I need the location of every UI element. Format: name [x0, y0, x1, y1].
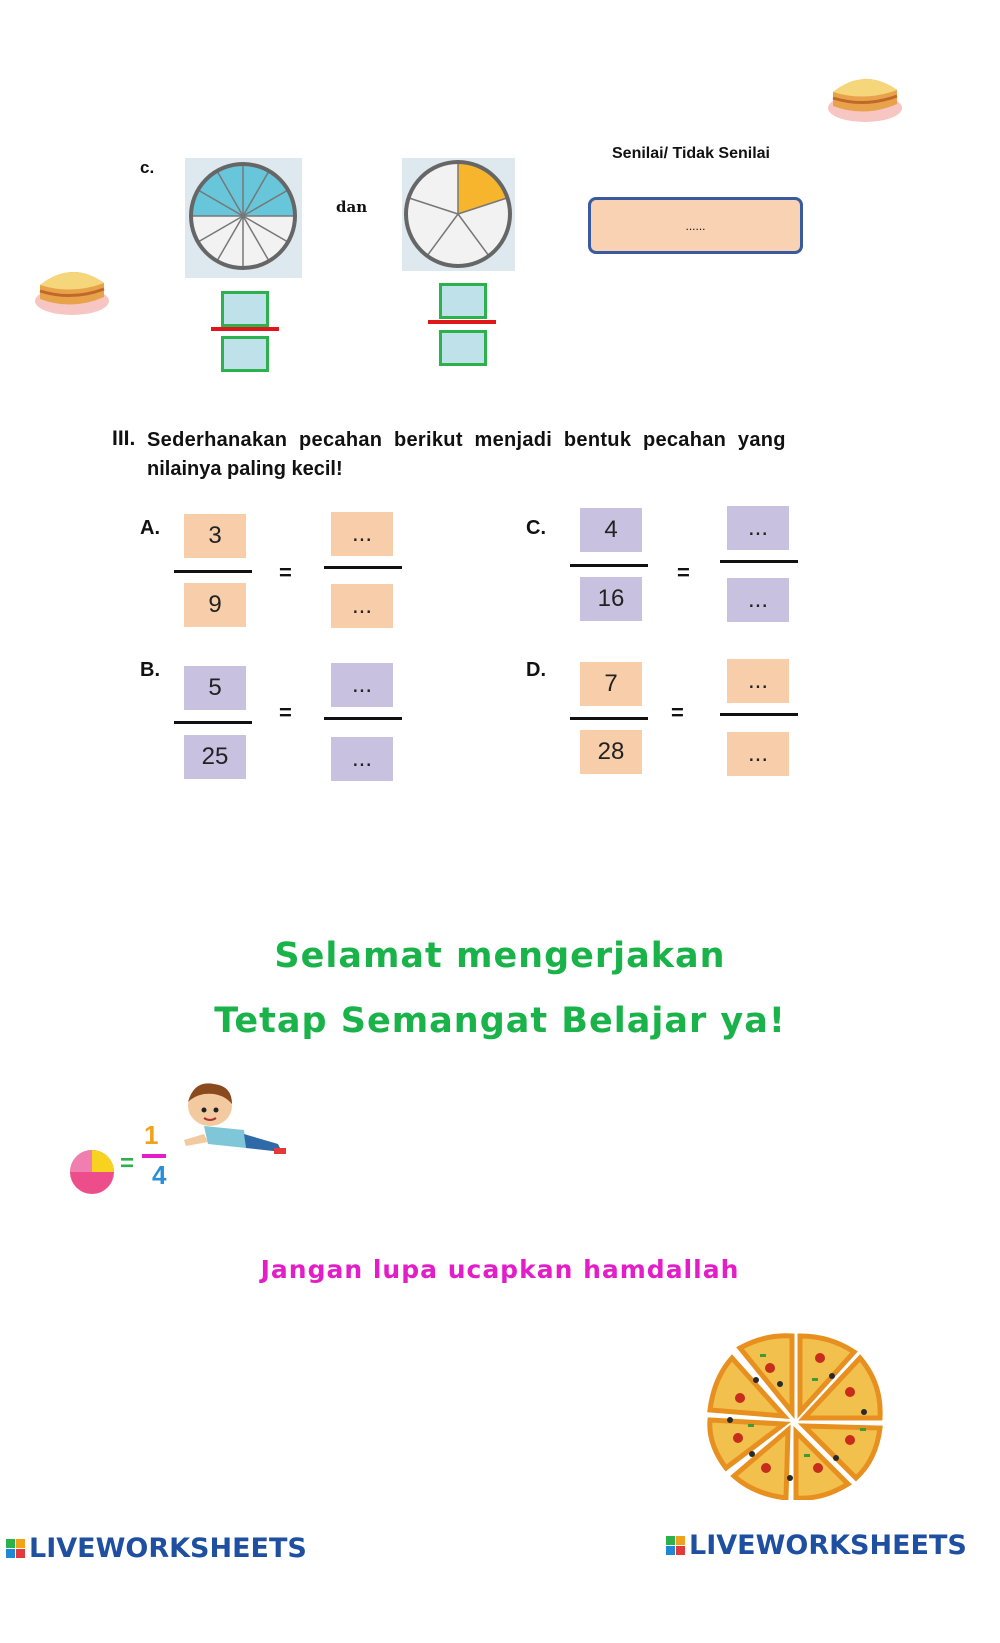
problem-c-answer-denominator[interactable]: ...: [727, 578, 789, 622]
kid-fraction-bar: [142, 1154, 166, 1158]
circle2-fraction-bar: [428, 320, 496, 324]
problem-b-denominator: 25: [184, 735, 246, 779]
equivalence-question-label: Senilai/ Tidak Senilai: [612, 145, 770, 162]
problem-a-answer-bar: [324, 566, 402, 569]
section-c-label: c.: [140, 158, 155, 177]
problem-a-answer-numerator[interactable]: ...: [331, 512, 393, 556]
liveworksheets-brand-right: [666, 1530, 967, 1561]
problem-b-equals: =: [279, 700, 292, 725]
problem-b-answer-numerator[interactable]: ...: [331, 663, 393, 707]
problem-c-denominator: 16: [580, 577, 642, 621]
problem-d-numerator: 7: [580, 662, 642, 706]
equivalence-answer-input[interactable]: ......: [588, 197, 803, 254]
circle1-denominator-slot[interactable]: [221, 336, 269, 372]
section-iii-instruction-line1: Sederhanakan pecahan berikut menjadi bentuk pecahan yang: [147, 429, 786, 451]
kid-character: [174, 1078, 288, 1178]
section-iii-instruction-line2: nilainya paling kecil!: [147, 458, 343, 480]
problem-d-equals: =: [671, 700, 684, 725]
problem-c-label: C.: [526, 517, 546, 539]
problem-a-denominator: 9: [184, 583, 246, 627]
connector-dan: dan: [336, 198, 368, 216]
kid-fraction-illustration: [68, 1078, 288, 1198]
problem-b-fraction-bar: [174, 721, 252, 724]
circle1-fraction-bar: [211, 327, 279, 331]
problem-a-answer-denominator[interactable]: ...: [331, 584, 393, 628]
liveworksheets-brand-left: [6, 1533, 307, 1564]
circle-diagram-twelfths: [185, 158, 302, 278]
circle2-denominator-slot[interactable]: [439, 330, 487, 366]
cake-slice-decoration-left: [32, 255, 112, 317]
circle2-numerator-slot[interactable]: [439, 283, 487, 319]
problem-a-fraction-bar: [174, 570, 252, 573]
brand-left-text: LIVEWORKSHEETS: [29, 1533, 307, 1564]
kid-equals-sign: =: [120, 1150, 135, 1177]
problem-b-label: B.: [140, 659, 160, 681]
circle1-numerator-slot[interactable]: [221, 291, 269, 327]
problem-b-numerator: 5: [184, 666, 246, 710]
kid-fraction-numerator: 1: [144, 1120, 159, 1150]
problem-d-label: D.: [526, 659, 546, 681]
problem-b-answer-bar: [324, 717, 402, 720]
problem-a-numerator: 3: [184, 514, 246, 558]
liveworksheets-logo-icon: [6, 1539, 25, 1558]
liveworksheets-logo-icon: [666, 1536, 685, 1555]
problem-c-answer-bar: [720, 560, 798, 563]
brand-right-text: LIVEWORKSHEETS: [689, 1530, 967, 1561]
problem-a-equals: =: [279, 560, 292, 585]
cake-slice-decoration-top-right: [825, 62, 905, 124]
problem-d-answer-numerator[interactable]: ...: [727, 659, 789, 703]
problem-d-answer-denominator[interactable]: ...: [727, 732, 789, 776]
problem-d-answer-bar: [720, 713, 798, 716]
problem-c-fraction-bar: [570, 564, 648, 567]
greeting-line2: Tetap Semangat Belajar ya!: [214, 1001, 786, 1041]
reminder-text: Jangan lupa ucapkan hamdallah: [260, 1255, 740, 1284]
circle-diagram-fifths: [402, 158, 515, 271]
section-iii-numeral: III.: [112, 427, 136, 450]
problem-d-fraction-bar: [570, 717, 648, 720]
problem-a-label: A.: [140, 517, 160, 539]
problem-b-answer-denominator[interactable]: ...: [331, 737, 393, 781]
problem-d-denominator: 28: [580, 730, 642, 774]
pie-chart-icon: [68, 1148, 116, 1196]
problem-c-equals: =: [677, 560, 690, 585]
pizza-slices-illustration: [700, 1328, 890, 1500]
problem-c-answer-numerator[interactable]: ...: [727, 506, 789, 550]
greeting-line1: Selamat mengerjakan: [274, 936, 726, 976]
kid-fraction-denominator: 4: [152, 1160, 167, 1190]
problem-c-numerator: 4: [580, 508, 642, 552]
